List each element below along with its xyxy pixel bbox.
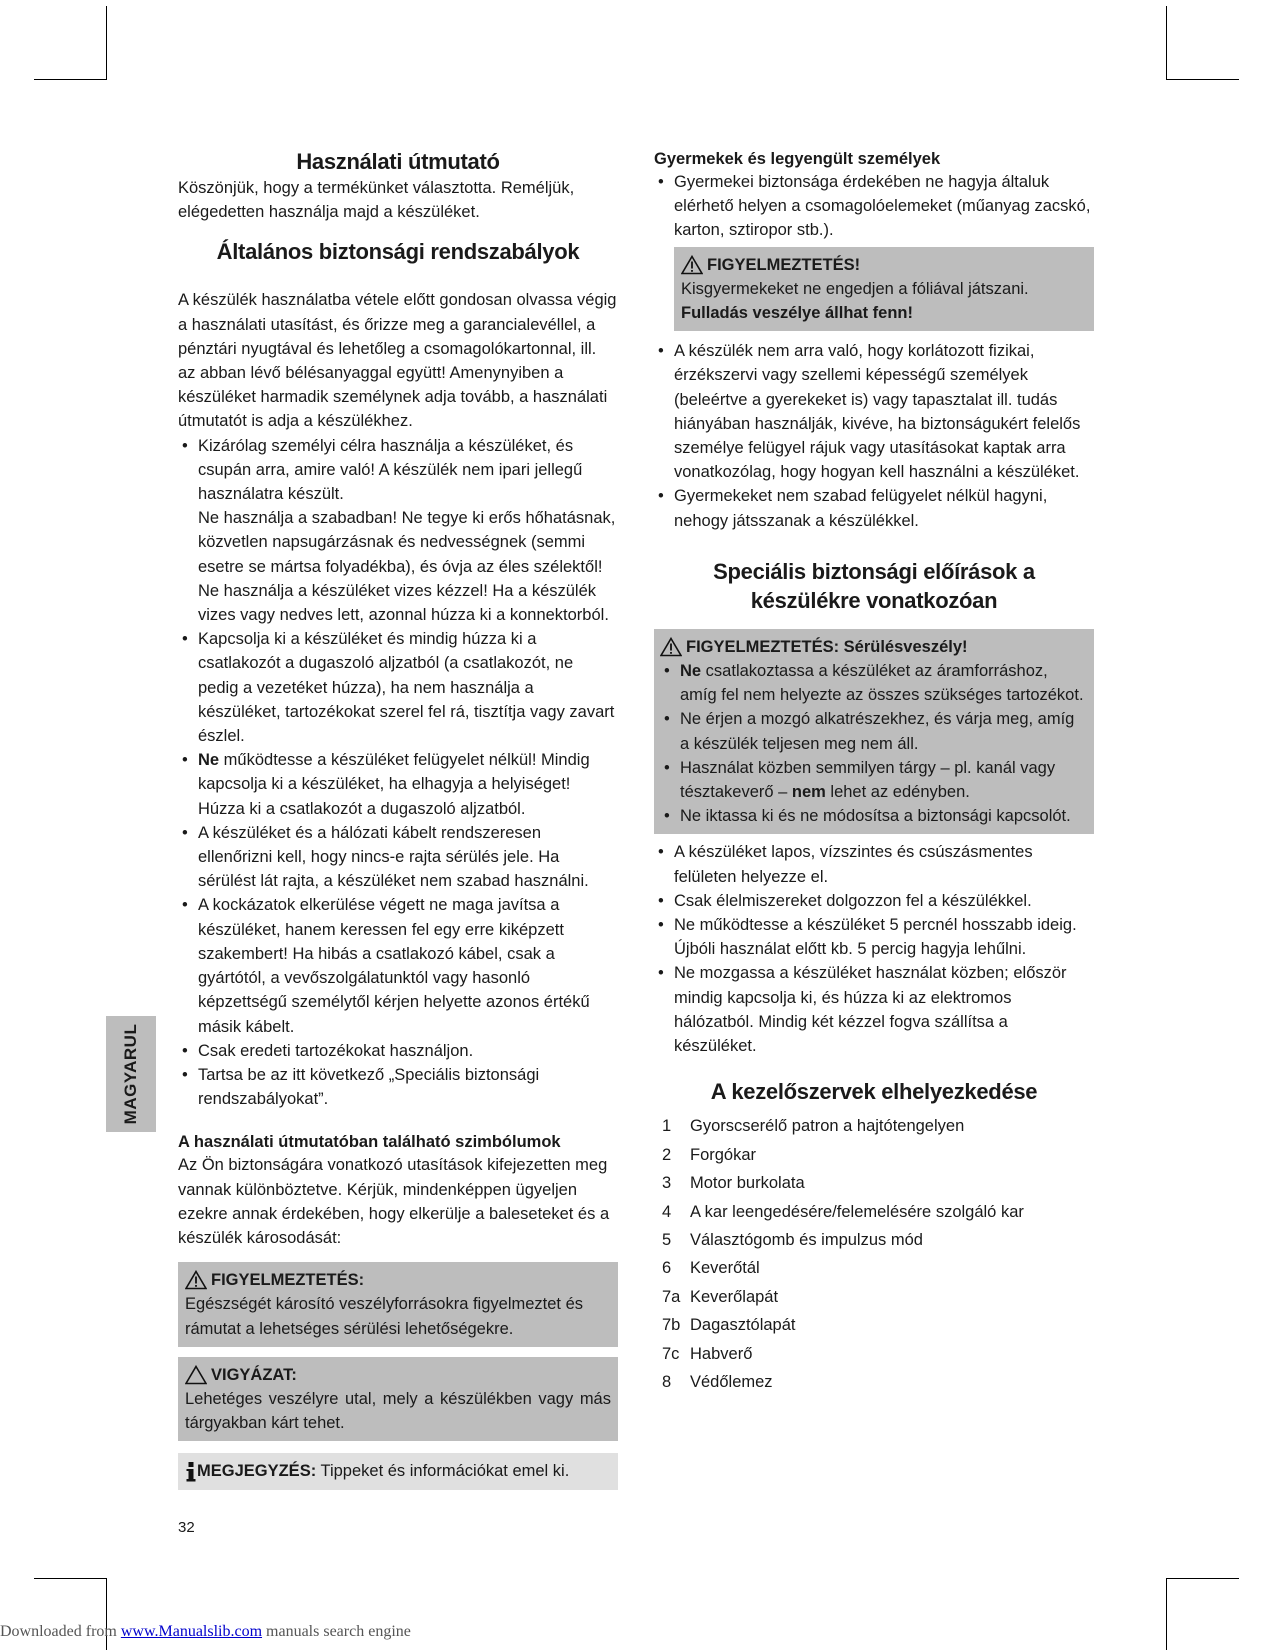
crop-mark: [1166, 79, 1239, 80]
list-item: [178, 1039, 618, 1063]
control-item: [654, 1368, 1094, 1396]
warning-box: [674, 247, 1094, 332]
warning-text: [681, 277, 1087, 325]
control-item: [654, 1112, 1094, 1140]
warning-header: [660, 635, 1087, 659]
list-item: [654, 170, 1094, 243]
control-item: [654, 1340, 1094, 1368]
list-item-text: Ne érjen a mozgó alkatrészekhez, és várja meg, amíg a készülék teljesen meg nem áll.: [680, 710, 1075, 753]
list-item: [660, 756, 1087, 804]
note-box: [178, 1453, 618, 1489]
controls-title: A kezelőszervek elhelyezkedése: [710, 1079, 1038, 1105]
list-item-text: működtesse a készüléket felügyelet nélkül! Mindig kapcsolja ki a készüléket, ha elhagyja a helyiséget! Húzza ki a csatlakozót a dugaszoló aljzatból.: [198, 751, 590, 818]
special-warning-box: [654, 629, 1094, 835]
emphasis: Ne: [680, 662, 702, 681]
crop-mark: [34, 1578, 107, 1579]
list-item-text: csatlakoztassa a készüléket az áramforráshoz, amíg fel nem helyezte az összes szükséges tartozékot.: [680, 662, 1084, 705]
control-item: [654, 1254, 1094, 1282]
control-number: 8: [662, 1372, 672, 1391]
language-side-tab: [106, 1016, 156, 1132]
caution-label: VIGYÁZAT:: [211, 1365, 297, 1384]
control-item: [654, 1198, 1094, 1226]
list-item-text: A kockázatok elkerülése végett ne maga javítsa a készüléket, hanem keressen fel egy erre kiképzett szakembert! Ha hibás a csatlakozó kábel, csak a gyártótól, a vevőszolgálatunktól vagy hasonló képzettségű személytől kérjen helyette azonos értékű másik kábelt.: [198, 896, 590, 1036]
list-item: [654, 339, 1094, 484]
control-label: Választógomb és impulzus mód: [690, 1230, 923, 1249]
caution-box: [178, 1357, 618, 1442]
control-label: Motor burkolata: [690, 1174, 805, 1193]
list-item-text: Csak eredeti tartozékokat használjon.: [198, 1041, 474, 1060]
list-item: [654, 840, 1094, 888]
control-label: Forgókar: [690, 1145, 757, 1164]
control-label: Dagasztólapát: [690, 1316, 796, 1335]
warning-emphasis: Fulladás veszélye állhat fenn!: [681, 304, 913, 323]
list-item-text: Ne mozgassa a készüléket használat közben; először mindig kapcsolja ki, és húzza ki az elektromos hálózatból. Mindig két kézzel fogva szállítsa a készüléket.: [674, 964, 1067, 1056]
warning-triangle-icon: [681, 255, 703, 275]
crop-mark: [34, 79, 107, 80]
note-label: MEGJEGYZÉS:: [197, 1462, 317, 1481]
control-item: [654, 1169, 1094, 1197]
list-item-text: Csak élelmiszereket dolgozzon fel a készülékkel.: [674, 891, 1032, 910]
caution-triangle-icon: [185, 1365, 207, 1385]
download-footer: [0, 1623, 411, 1641]
language-label: MAGYARUL: [121, 1023, 140, 1125]
list-item: [660, 659, 1087, 707]
list-item: [660, 804, 1087, 828]
crop-mark: [106, 6, 107, 79]
crop-mark: [1166, 1578, 1239, 1579]
list-item-text: Kizárólag személyi célra használja a készüléket, és csupán arra, amire való! A készülék nem ipari jellegű használatra készült.: [198, 436, 583, 504]
symbols-intro: Az Ön biztonságára vonatkozó utasítások kifejezetten meg vannak különböztetve. Kérjük, mindenképpen ügyeljen ezekre annak érdekében, hogy elkerülje a baleseteket és a készülék károsodását:: [178, 1156, 610, 1247]
warning-label: FIGYELMEZTETÉS:: [211, 1271, 365, 1290]
note-text: Tippeket és információkat emel ki.: [316, 1462, 570, 1481]
control-number: 4: [662, 1202, 672, 1221]
footer-text: Downloaded from: [0, 1623, 121, 1640]
control-label: Keverőlapát: [690, 1287, 779, 1306]
control-label: A kar leengedésére/felemelésére szolgáló kar: [690, 1202, 1024, 1221]
manual-title: Használati útmutató: [296, 149, 500, 174]
info-icon: [185, 1461, 197, 1483]
page-number: 32: [178, 1519, 195, 1536]
list-item: [654, 961, 1094, 1058]
list-item-text: Gyermekeket nem szabad felügyelet nélkül hagyni, nehogy játsszanak a készülékkel.: [674, 487, 1048, 530]
caution-header: [185, 1363, 611, 1387]
list-item-text: lehet az edényben.: [825, 783, 970, 802]
children-list: [654, 170, 1094, 243]
special-title-line: készülékre vonatkozóan: [750, 587, 998, 613]
control-number: 7b: [662, 1316, 681, 1335]
list-item-text: A készüléket lapos, vízszintes és csúszásmentes felületen helyezze el.: [674, 843, 1033, 886]
list-item-text: Tartsa be az itt következő „Speciális biztonsági rendszabályokat”.: [198, 1065, 540, 1109]
control-item: [654, 1226, 1094, 1254]
special-title: [654, 557, 1094, 615]
safety-title: Általános biztonsági rendszabályok: [216, 239, 580, 265]
left-column: [178, 148, 618, 1490]
list-item: [178, 821, 618, 894]
children-title: Gyermekek és legyengült személyek: [654, 150, 941, 168]
list-item-text: Ne működtesse a készüléket 5 percnél hosszabb ideig. Újbóli használat előtt kb. 5 percig hagyja lehűlni.: [674, 916, 1077, 959]
special-warning-list: [660, 659, 1087, 828]
crop-mark: [1166, 1578, 1167, 1650]
control-item: [654, 1283, 1094, 1311]
manualslib-link[interactable]: www.Manualslib.com: [120, 1623, 263, 1640]
warning-text-part: Kisgyermekeket ne engedjen a fóliával játszani.: [681, 279, 1029, 298]
warning-header: [681, 253, 1087, 277]
control-number: 1: [662, 1117, 672, 1136]
control-label: Habverő: [690, 1344, 753, 1363]
safety-intro: A készülék használatba vétele előtt gondosan olvassa végig a használati utasítást, és őrizze meg a garancialevéllel, a pénztári nyugtával és lehetőleg a csomagolókartonnal, ill. az abban lévő bélésanyaggal együtt! Amenynyiben a készüléket harmadik személynek adja tovább, a használati útmutatót is adja a készülékhez.: [178, 291, 617, 431]
control-number: 7a: [662, 1287, 681, 1306]
control-label: Keverőtál: [690, 1259, 760, 1278]
warning-triangle-icon: [660, 637, 682, 657]
emphasis: nem: [791, 783, 826, 802]
emphasis: Ne: [198, 751, 220, 770]
list-item: [654, 913, 1094, 961]
control-number: 2: [662, 1145, 672, 1164]
warning-label: FIGYELMEZTETÉS: Sérülésveszély!: [686, 637, 968, 656]
warning-label: FIGYELMEZTETÉS!: [707, 255, 861, 274]
crop-mark: [1166, 6, 1167, 79]
control-number: 7c: [662, 1344, 680, 1363]
safety-list: [178, 434, 618, 1112]
warning-triangle-icon: [185, 1270, 207, 1290]
warning-box: [178, 1262, 618, 1347]
control-number: 3: [662, 1174, 672, 1193]
list-item: [178, 627, 618, 748]
caution-text: Lehetéges veszélyre utal, mely a készülékben vagy más tárgyakban kárt tehet.: [185, 1389, 611, 1433]
right-column: [654, 148, 1094, 1396]
list-item-text: Ne használja a szabadban! Ne tegye ki erős hőhatásnak, közvetlen napsugárzásnak és nedvességnek (semmi esetre se mártsa folyadékba), és óvja az éles szélektől! Ne használja a készüléket vizes kézzel! Ha a készülék vizes vagy nedves lett, azonnal húzza ki a konnektorból.: [198, 509, 616, 625]
list-item-text: Kapcsolja ki a készüléket és mindig húzza ki a csatlakozót a dugaszoló aljzatból (a csatlakozót, ne pedig a vezetéket húzza), ha nem használja a készüléket, tartozékokat szerel fel rá, tisztítja vagy zavart észlel.: [198, 630, 615, 746]
special-title-line: Speciális biztonsági előírások a: [713, 558, 1035, 584]
control-item: [654, 1311, 1094, 1339]
list-item-text: Gyermekei biztonsága érdekében ne hagyja általuk elérhető helyen a csomagolóelemeket (műanyag zacskó, karton, sztiropor stb.).: [674, 173, 1091, 240]
footer-text: manuals search engine: [262, 1623, 411, 1640]
control-number: 5: [662, 1230, 672, 1249]
special-list: [654, 840, 1094, 1058]
control-number: 6: [662, 1259, 672, 1278]
list-item: [178, 748, 618, 821]
list-item-text: Ne iktassa ki és ne módosítsa a biztonsági kapcsolót.: [680, 807, 1071, 826]
list-item: [654, 484, 1094, 532]
control-label: Gyorscserélő patron a hajtótengelyen: [690, 1117, 965, 1136]
list-item: [178, 434, 618, 628]
list-item: [654, 889, 1094, 913]
control-item: [654, 1141, 1094, 1169]
intro-text: Köszönjük, hogy a termékünket választotta. Reméljük, elégedetten használja majd a készüléket.: [178, 179, 575, 222]
warning-text: Egészségét károsító veszélyforrásokra figyelmeztet és rámutat a lehetséges sérülési lehetőségekre.: [185, 1295, 584, 1338]
symbols-title: A használati útmutatóban található szimbólumok: [178, 1133, 561, 1152]
controls-list: [654, 1112, 1094, 1396]
list-item: [178, 1063, 618, 1111]
list-item: [178, 893, 618, 1038]
children-list-2: [654, 339, 1094, 533]
list-item: [660, 707, 1087, 755]
list-item-text: A készüléket és a hálózati kábelt rendszeresen ellenőrizni kell, hogy nincs-e rajta sérülés jele. Ha sérülést lát rajta, a készüléket nem szabad használni.: [198, 823, 589, 891]
list-item-text: Használat közben semmilyen tárgy – pl. kanál vagy tésztakeverő –: [680, 758, 1056, 802]
control-label: Védőlemez: [690, 1372, 773, 1391]
list-item-text: A készülék nem arra való, hogy korlátozott fizikai, érzékszervi vagy szellemi képességű személyek (beleértve a gyerekeket is) vagy tapasztalat ill. tudás hiányában használják, kivéve, ha biztonságukért felelős személye felügyel rájuk vagy utasításokat kaptak arra vonatkozólag, hogy hogyan kell használni a készüléket.: [674, 342, 1081, 482]
warning-header: [185, 1268, 611, 1292]
